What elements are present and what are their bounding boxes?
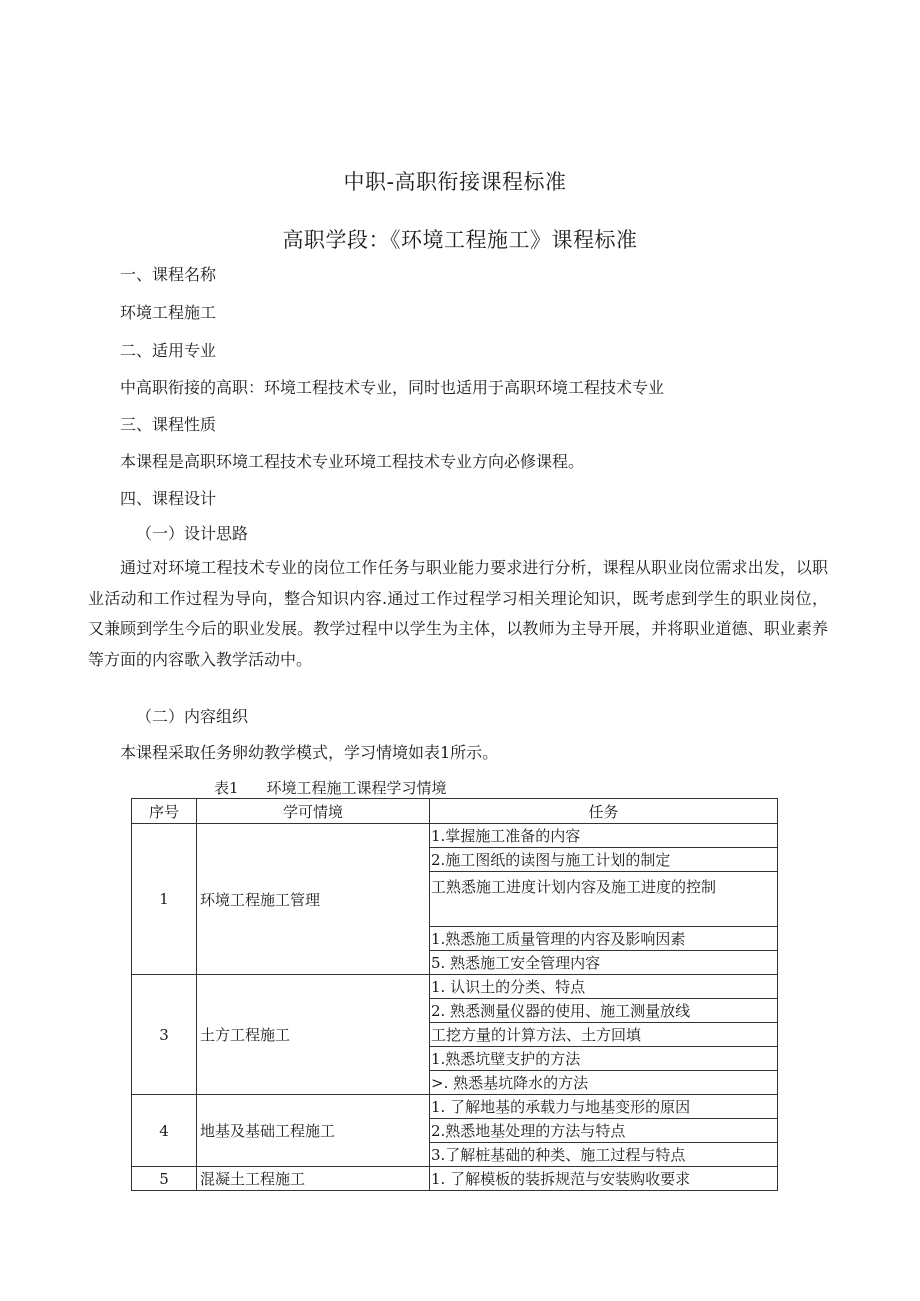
row-task: 工熟悉施工进度计划内容及施工进度的控制	[430, 872, 778, 927]
table-caption	[214, 777, 447, 798]
major-text: 中高职衔接的高职：环境工程技术专业，同时也适用于高职环境工程技术专业	[120, 378, 665, 397]
table-row	[132, 1167, 778, 1191]
header-number: 序号	[132, 799, 197, 824]
section-heading-nature: 三、课程性质	[120, 415, 217, 434]
subheading-design-idea: （一）设计思路	[136, 524, 249, 543]
row-task: >. 熟悉基坑降水的方法	[430, 1071, 778, 1095]
table-header-row	[132, 799, 778, 824]
row-number: 4	[132, 1095, 197, 1167]
table-caption-title: 环境工程施工课程学习情境	[266, 779, 447, 797]
row-task: 1.熟悉施工质量管理的内容及影响因素	[430, 927, 778, 951]
row-task: 1.掌握施工准备的内容	[430, 824, 778, 848]
table-row	[132, 824, 778, 848]
row-task: 2.施工图纸的读图与施工计划的制定	[430, 848, 778, 872]
row-situation: 土方工程施工	[197, 975, 430, 1095]
course-name-text: 环境工程施工	[120, 303, 217, 322]
row-task: 1. 了解模板的装拆规范与安装购收要求	[430, 1167, 778, 1191]
table-caption-label: 表1	[214, 779, 239, 797]
row-task: 工挖方量的计算方法、土方回填	[430, 1023, 778, 1047]
header-situation: 学可情境	[197, 799, 430, 824]
row-number: 5	[132, 1167, 197, 1191]
document-title: 中职-高职衔接课程标准	[343, 170, 567, 194]
section-heading-major: 二、适用专业	[120, 341, 217, 360]
row-task: 1.熟悉坑壁支护的方法	[430, 1047, 778, 1071]
row-number: 1	[132, 824, 197, 975]
row-task: 3.了解桩基础的种类、施工过程与特点	[430, 1143, 778, 1167]
row-situation: 环境工程施工管理	[197, 824, 430, 975]
header-task: 任务	[430, 799, 778, 824]
row-task: 2. 熟悉测量仪器的使用、施工测量放线	[430, 999, 778, 1023]
content-organization-text: 本课程采取任务卵幼教学模式，学习情境如表1所示。	[120, 743, 499, 762]
learning-situation-table	[131, 798, 778, 1191]
row-task: 2.熟悉地基处理的方法与特点	[430, 1119, 778, 1143]
section-heading-course-name: 一、课程名称	[120, 265, 217, 284]
row-situation: 地基及基础工程施工	[197, 1095, 430, 1167]
document-subtitle: 高职学段：《环境工程施工》课程标准	[282, 228, 638, 252]
design-idea-paragraph: 通过对环境工程技术专业的岗位工作任务与职业能力要求进行分析，课程从职业岗位需求出发，以职业活动和工作过程为导向，整合知识内容.通过工作过程学习相关理论知识，既考虑到学生的职业岗位，又兼顾到学生今后的职业发展。教学过程中以学生为主体，以教师为主导开展，并将职业道德、职业素养等方面的内容歌入教学活动中。	[88, 558, 828, 669]
row-task: 1. 了解地基的承载力与地基变形的原因	[430, 1095, 778, 1119]
table-row	[132, 1095, 778, 1119]
subheading-content-organization: （二）内容组织	[136, 707, 249, 726]
row-number: 3	[132, 975, 197, 1095]
row-task: 1. 认识土的分类、特点	[430, 975, 778, 999]
row-task: 5. 熟悉施工安全管理内容	[430, 951, 778, 975]
nature-text: 本课程是高职环境工程技术专业环境工程技术专业方向必修课程。	[120, 452, 585, 471]
table-row	[132, 975, 778, 999]
section-heading-design: 四、课程设计	[120, 489, 217, 508]
row-situation: 混凝土工程施工	[197, 1167, 430, 1191]
